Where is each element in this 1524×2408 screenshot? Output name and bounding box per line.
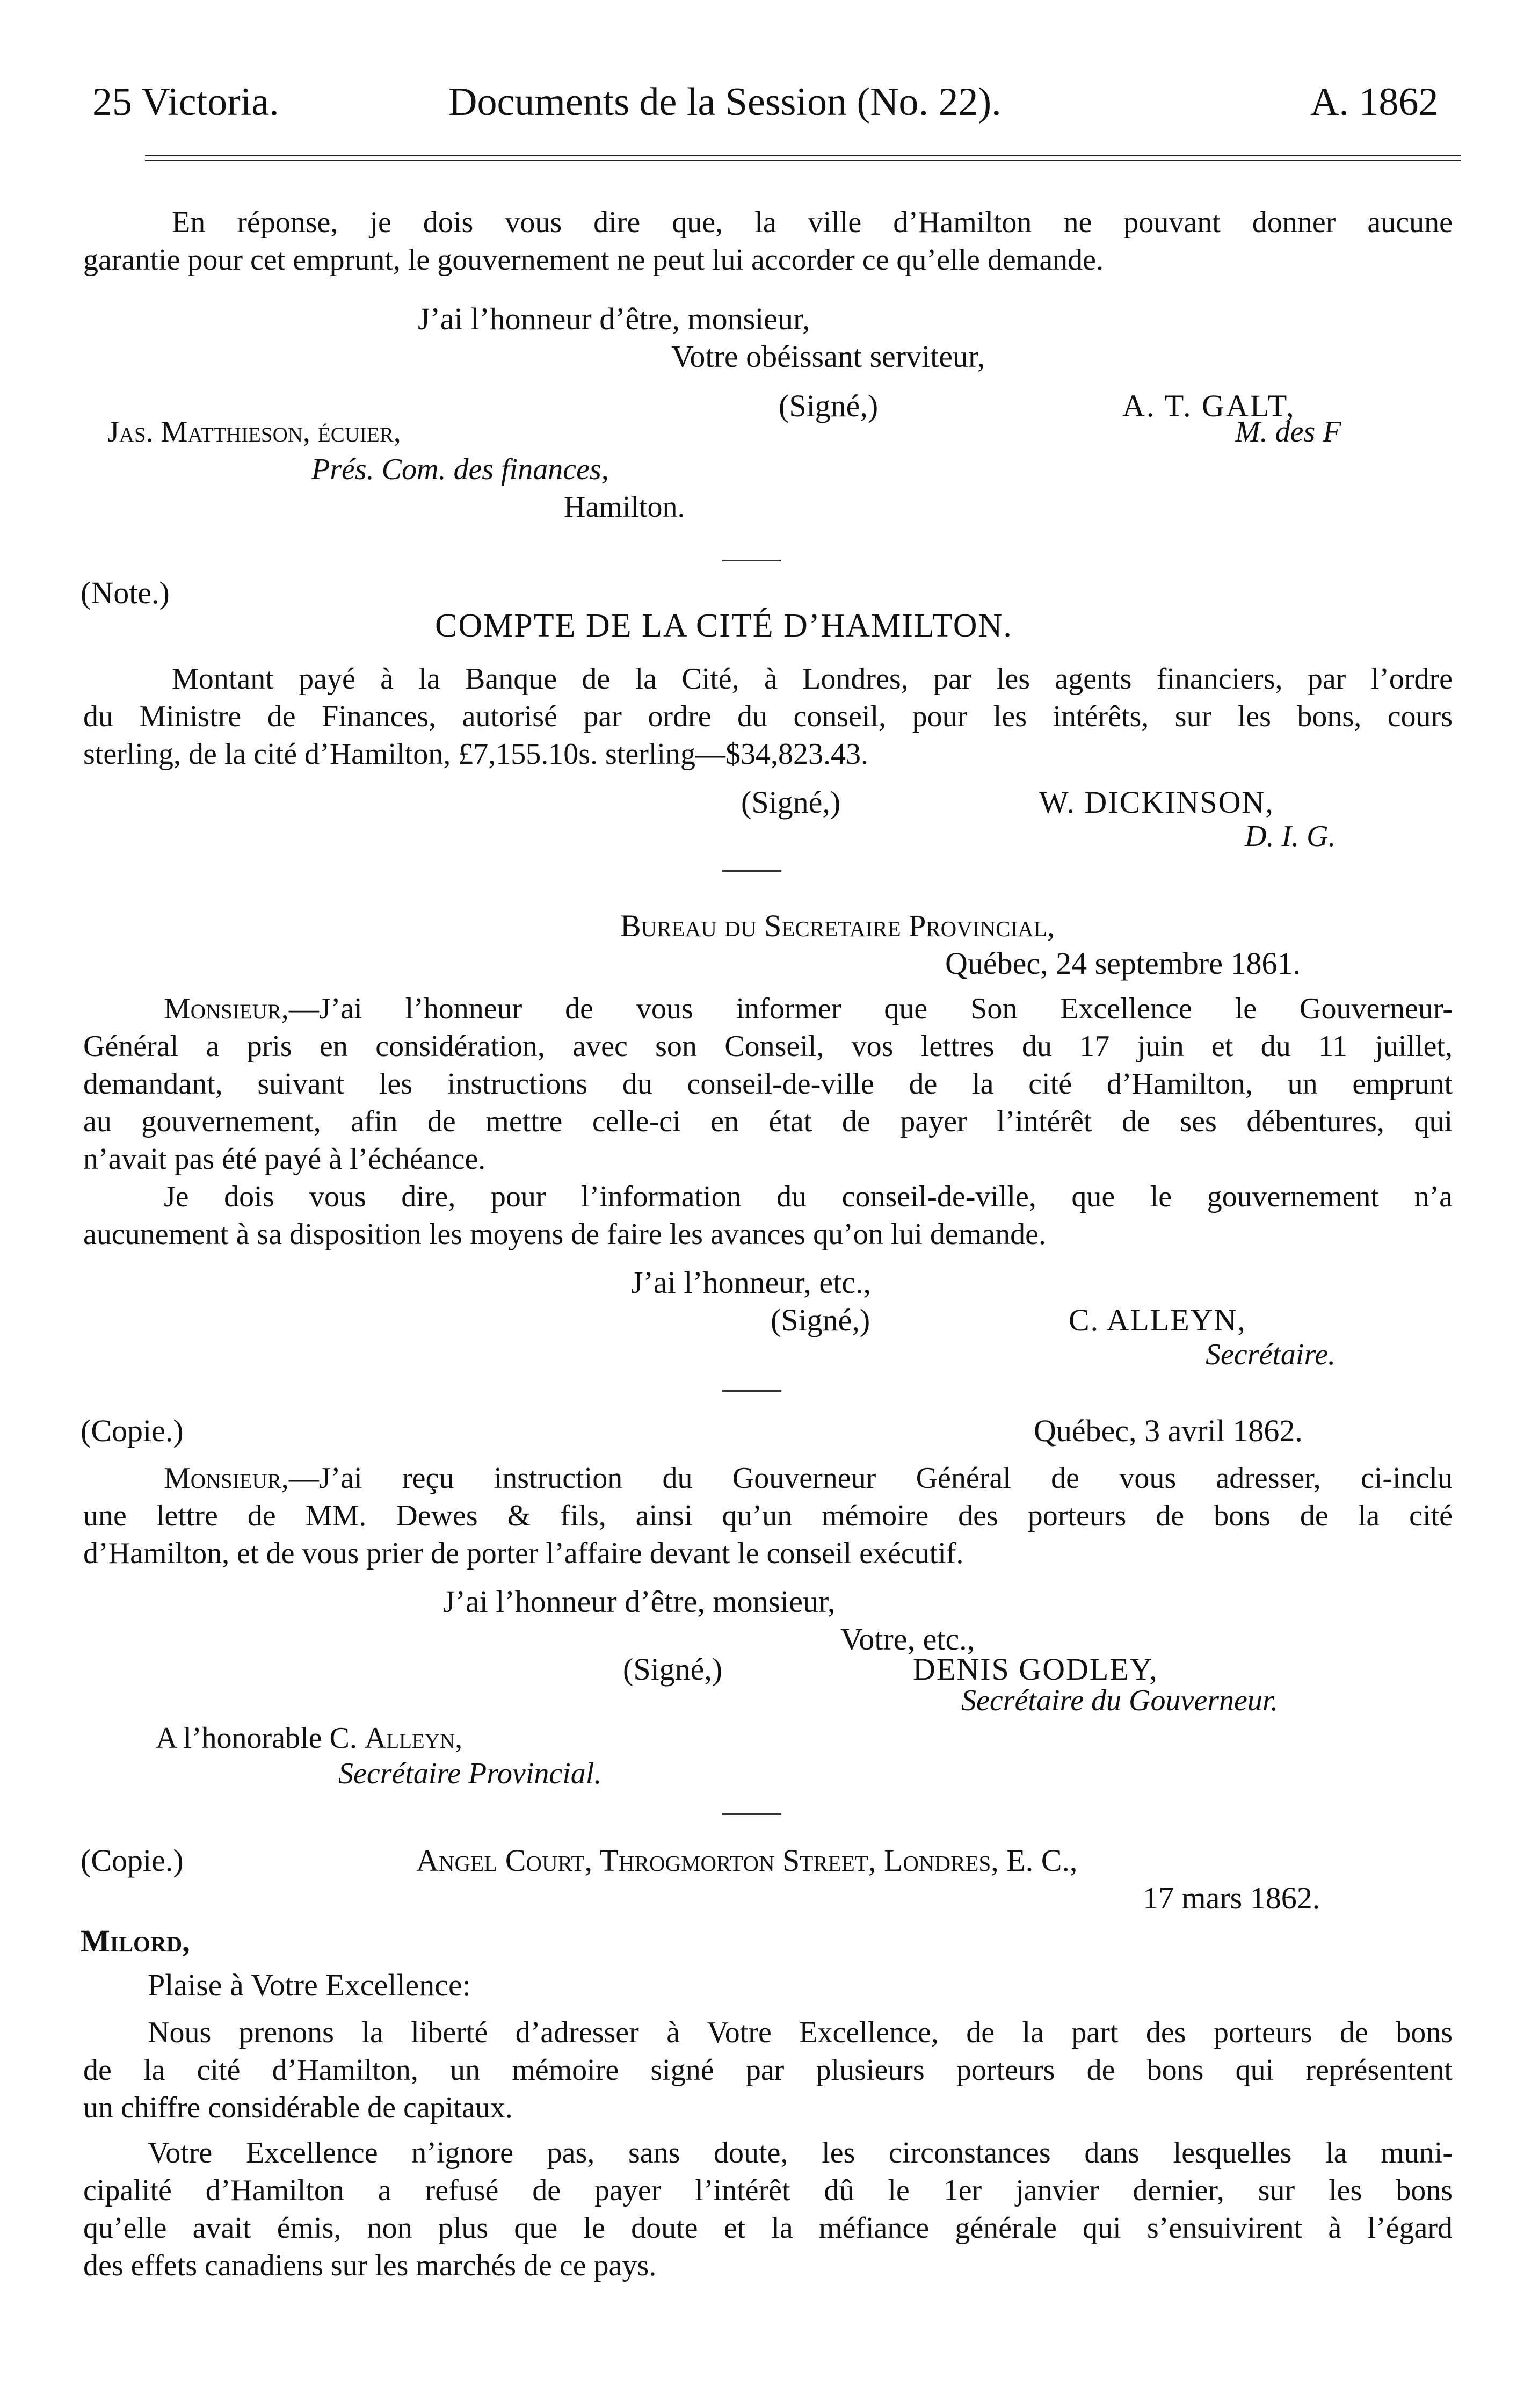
- text-line: de la cité d’Hamilton, un mémoire signé par plusieurs porteurs de bons qui représentent: [83, 2053, 1453, 2087]
- salutation: Monsieur,: [164, 992, 289, 1025]
- text-line: du Ministre de Finances, autorisé par ordre du conseil, pour les intérêts, sur les bons, cours: [83, 700, 1453, 733]
- sender-address: Angel Court, Throgmorton Street, Londres, E. C.,: [416, 1843, 1078, 1878]
- signer-name: A. T. GALT,: [1122, 388, 1296, 423]
- text-line: qu’elle avait émis, non plus que le doute et la méfiance générale qui s’ensuivirent à l’égard: [83, 2211, 1453, 2245]
- text-line: aucunement à sa disposition les moyens de faire les avances qu’on lui demande.: [83, 1218, 1047, 1251]
- salutation: Monsieur,: [164, 1462, 289, 1495]
- text-line: Nous prenons la liberté d’adresser à Votre Excellence, de la part des porteurs de bons: [148, 2016, 1453, 2049]
- text-line: cipalité d’Hamilton a refusé de payer l’intérêt dû le 1er janvier dernier, sur les bons: [83, 2174, 1453, 2207]
- section-separator: [722, 870, 781, 872]
- section-separator: [722, 1390, 781, 1392]
- addressee-name: Jas. Matthieson, écuier,: [107, 415, 401, 449]
- closing-line: Votre obéissant serviteur,: [671, 339, 985, 374]
- dateline: 17 mars 1862.: [1143, 1881, 1320, 1915]
- text-line: Monsieur,—J’ai reçu instruction du Gouverneur Général de vous adresser, ci-inclu: [164, 1462, 1453, 1495]
- text-line: Je dois vous dire, pour l’information du conseil-de-ville, que le gouvernement n’a: [164, 1180, 1453, 1213]
- closing-line: J’ai l’honneur d’être, monsieur,: [418, 301, 810, 336]
- signer-name: DENIS GODLEY,: [913, 1652, 1158, 1687]
- text-line: des effets canadiens sur les marchés de ce pays.: [83, 2249, 657, 2282]
- salutation: Milord,: [81, 1923, 190, 1958]
- text-line: Votre Excellence n’ignore pas, sans doute, les circonstances dans lesquelles la muni-: [148, 2136, 1453, 2170]
- header-left: 25 Victoria.: [92, 80, 279, 124]
- section-title: COMPTE DE LA CITÉ D’HAMILTON.: [435, 608, 1013, 644]
- opening-line: Plaise à Votre Excellence:: [148, 1968, 471, 2002]
- dateline: Québec, 3 avril 1862.: [1034, 1413, 1303, 1448]
- header-rule: [145, 155, 1461, 156]
- header-rule-thin: [145, 160, 1461, 161]
- note-label: (Note.): [81, 575, 170, 610]
- signer-title: Secrétaire.: [1206, 1338, 1336, 1371]
- signer-title: D. I. G.: [1245, 820, 1336, 853]
- copie-label: (Copie.): [81, 1843, 184, 1878]
- header-right: A. 1862: [1310, 80, 1439, 124]
- text-line: garantie pour cet emprunt, le gouvernement ne peut lui accorder ce qu’elle demande.: [83, 243, 1104, 277]
- signe-label: (Signé,): [623, 1652, 723, 1687]
- closing-line: Votre, etc.,: [840, 1622, 975, 1657]
- office-heading: Bureau du Secretaire Provincial,: [620, 908, 1055, 943]
- header-center: Documents de la Session (No. 22).: [448, 80, 1002, 124]
- signer-title: M. des F: [1235, 415, 1341, 449]
- dateline: Québec, 24 septembre 1861.: [945, 946, 1301, 981]
- addressee-title: Prés. Com. des finances,: [311, 453, 609, 486]
- text-line: demandant, suivant les instructions du conseil-de-ville de la cité d’Hamilton, un emprunt: [83, 1067, 1453, 1101]
- text-line: au gouvernement, afin de mettre celle-ci en état de payer l’intérêt de ses débentures, qui: [83, 1105, 1453, 1138]
- text-line: Monsieur,—J’ai l’honneur de vous informer que Son Excellence le Gouverneur-: [164, 992, 1453, 1025]
- text-line: une lettre de MM. Dewes & fils, ainsi qu’un mémoire des porteurs de bons de la cité: [83, 1499, 1453, 1532]
- text-line: sterling, de la cité d’Hamilton, £7,155.10s. sterling—$34,823.43.: [83, 737, 869, 771]
- addressee-place: Hamilton.: [564, 490, 685, 524]
- signe-label: (Signé,): [771, 1303, 870, 1337]
- closing-line: J’ai l’honneur, etc.,: [631, 1265, 872, 1300]
- text-line: En réponse, je dois vous dire que, la ville d’Hamilton ne pouvant donner aucune: [172, 206, 1453, 239]
- text-line: d’Hamilton, et de vous prier de porter l’affaire devant le conseil exécutif.: [83, 1537, 964, 1570]
- signe-label: (Signé,): [741, 785, 841, 820]
- signer-name: C. ALLEYN,: [1069, 1303, 1246, 1337]
- copie-label: (Copie.): [81, 1413, 184, 1448]
- closing-line: J’ai l’honneur d’être, monsieur,: [443, 1584, 836, 1619]
- addressee-title: Secrétaire Provincial.: [338, 1757, 602, 1790]
- text-line: un chiffre considérable de capitaux.: [83, 2091, 513, 2124]
- section-separator: [722, 560, 781, 561]
- addressee-name: A l’honorable C. Alleyn,: [156, 1722, 463, 1755]
- signer-title: Secrétaire du Gouverneur.: [961, 1684, 1279, 1717]
- text-line: Montant payé à la Banque de la Cité, à Londres, par les agents financiers, par l’ordre: [172, 662, 1453, 696]
- section-separator: [722, 1813, 781, 1815]
- signe-label: (Signé,): [779, 388, 879, 423]
- text-line: Général a pris en considération, avec son Conseil, vos lettres du 17 juin et du 11 juillet,: [83, 1030, 1453, 1063]
- text-line: n’avait pas été payé à l’échéance.: [83, 1142, 486, 1176]
- signer-name: W. DICKINSON,: [1039, 785, 1274, 820]
